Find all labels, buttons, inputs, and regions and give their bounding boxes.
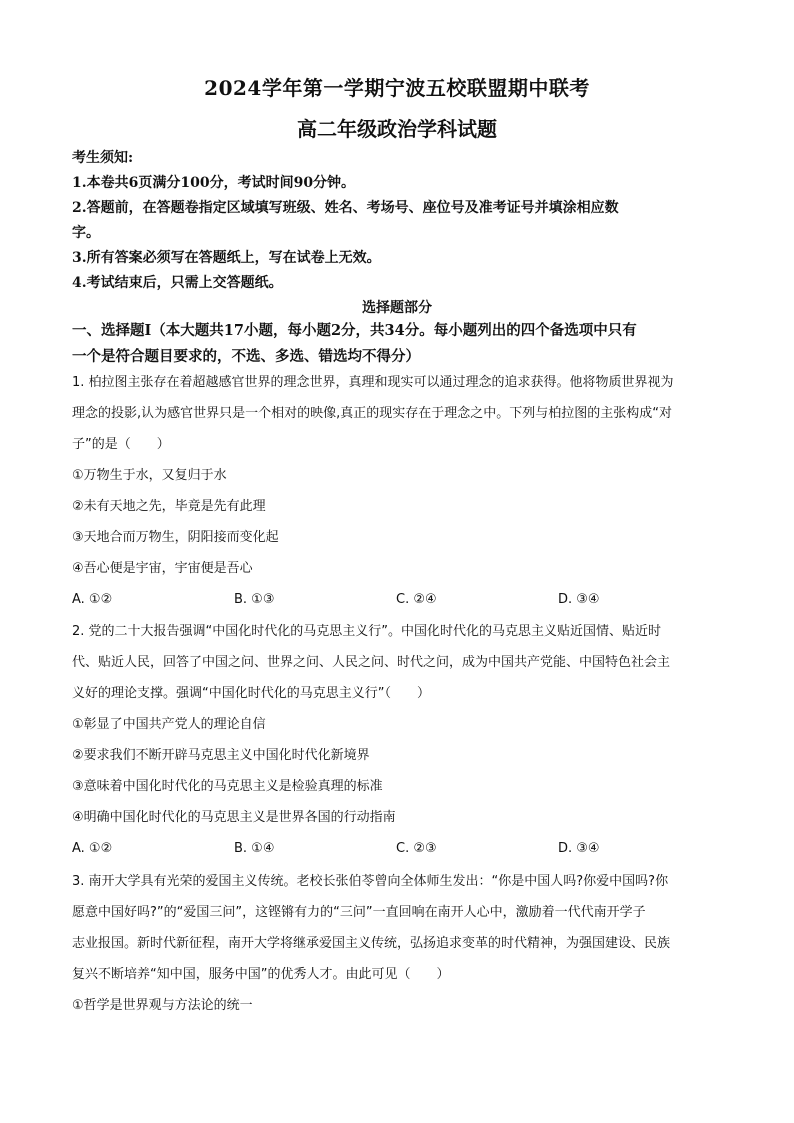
- instruction-item: 4.考试结束后，只需上交答题纸。: [72, 275, 283, 291]
- question-3: [72, 866, 732, 1021]
- option-a: A. ①②: [72, 841, 113, 856]
- statement: ①哲学是世界观与方法论的统一: [72, 998, 253, 1013]
- option-c: C. ②③: [396, 841, 437, 856]
- instructions: [72, 146, 732, 296]
- statement: ④吾心便是宇宙，宇宙便是吾心: [72, 561, 253, 576]
- statement: ③意味着中国化时代化的马克思主义是检验真理的标准: [72, 779, 383, 794]
- instruction-item: 2.答题前，在答题卷指定区域填写班级、姓名、考场号、座位号及准考证号并填涂相应数: [72, 200, 619, 216]
- question-stem-line: 义好的理论支撑。强调“中国化时代化的马克思主义行”（ ）: [72, 686, 430, 701]
- instruction-item: 字。: [72, 225, 100, 241]
- question-1: [72, 367, 732, 615]
- statement: ④明确中国化时代化的马克思主义是世界各国的行动指南: [72, 810, 396, 825]
- part-intro-line: 一个是符合题目要求的，不选、多选、错选均不得分）: [72, 348, 420, 365]
- instructions-heading: 考生须知:: [72, 150, 134, 166]
- question-2: [72, 616, 732, 864]
- statement: ②要求我们不断开辟马克思主义中国化时代化新境界: [72, 748, 370, 763]
- statement: ②未有天地之先，毕竟是先有此理: [72, 499, 266, 514]
- instruction-item: 1.本卷共6页满分100分，考试时间90分钟。: [72, 175, 356, 191]
- question-stem-line: 愿意中国好吗?”的“爱国三问”，这铿锵有力的“三问”一直回响在南开人心中，激励着一代代南开学子: [72, 905, 646, 920]
- answer-options: [72, 584, 732, 615]
- statement: ①万物生于水，又复归于水: [72, 468, 227, 483]
- question-stem-line: 1. 柏拉图主张存在着超越感官世界的理念世界，真理和现实可以通过理念的追求获得。他将物质世界视为: [72, 375, 674, 390]
- section-title: 选择题部分: [362, 300, 432, 316]
- question-stem-line: 3. 南开大学具有光荣的爱国主义传统。老校长张伯苓曾向全体师生发出：“你是中国人吗?你爱中国吗?你: [72, 874, 669, 889]
- question-stem-line: 代、贴近人民，回答了中国之问、世界之问、人民之问、时代之问，成为中国共产党能、中国特色社会主: [72, 655, 671, 670]
- question-stem-line: 复兴不断培养“知中国，服务中国”的优秀人才。由此可见（ ）: [72, 967, 450, 982]
- option-b: B. ①③: [234, 592, 275, 607]
- question-stem-line: 志业报国。新时代新征程，南开大学将继承爱国主义传统，弘扬追求变革的时代精神，为强国建设、民族: [72, 936, 671, 951]
- question-stem-line: 理念的投影,认为感官世界只是一个相对的映像,真正的现实存在于理念之中。下列与柏拉图的主张构成“对: [72, 406, 673, 421]
- option-b: B. ①④: [234, 841, 275, 856]
- part-intro: [72, 318, 732, 370]
- option-d: D. ③④: [558, 592, 600, 607]
- option-c: C. ②④: [396, 592, 437, 607]
- question-stem-line: 子”的是（ ）: [72, 437, 170, 452]
- statement: ①彰显了中国共产党人的理论自信: [72, 717, 266, 732]
- part-intro-line: 一、选择题Ⅰ（本大题共17小题，每小题2分，共34分。每小题列出的四个备选项中只有: [72, 322, 637, 339]
- exam-title: 2024学年第一学期宁波五校联盟期中联考: [204, 76, 590, 100]
- answer-options: [72, 833, 732, 864]
- option-a: A. ①②: [72, 592, 113, 607]
- option-d: D. ③④: [558, 841, 600, 856]
- instruction-item: 3.所有答案必须写在答题纸上，写在试卷上无效。: [72, 250, 381, 266]
- exam-subtitle: 高二年级政治学科试题: [297, 117, 497, 141]
- question-stem-line: 2. 党的二十大报告强调“中国化时代化的马克思主义行”。中国化时代化的马克思主义贴近国情、贴近时: [72, 624, 662, 639]
- statement: ③天地合而万物生，阴阳接而变化起: [72, 530, 279, 545]
